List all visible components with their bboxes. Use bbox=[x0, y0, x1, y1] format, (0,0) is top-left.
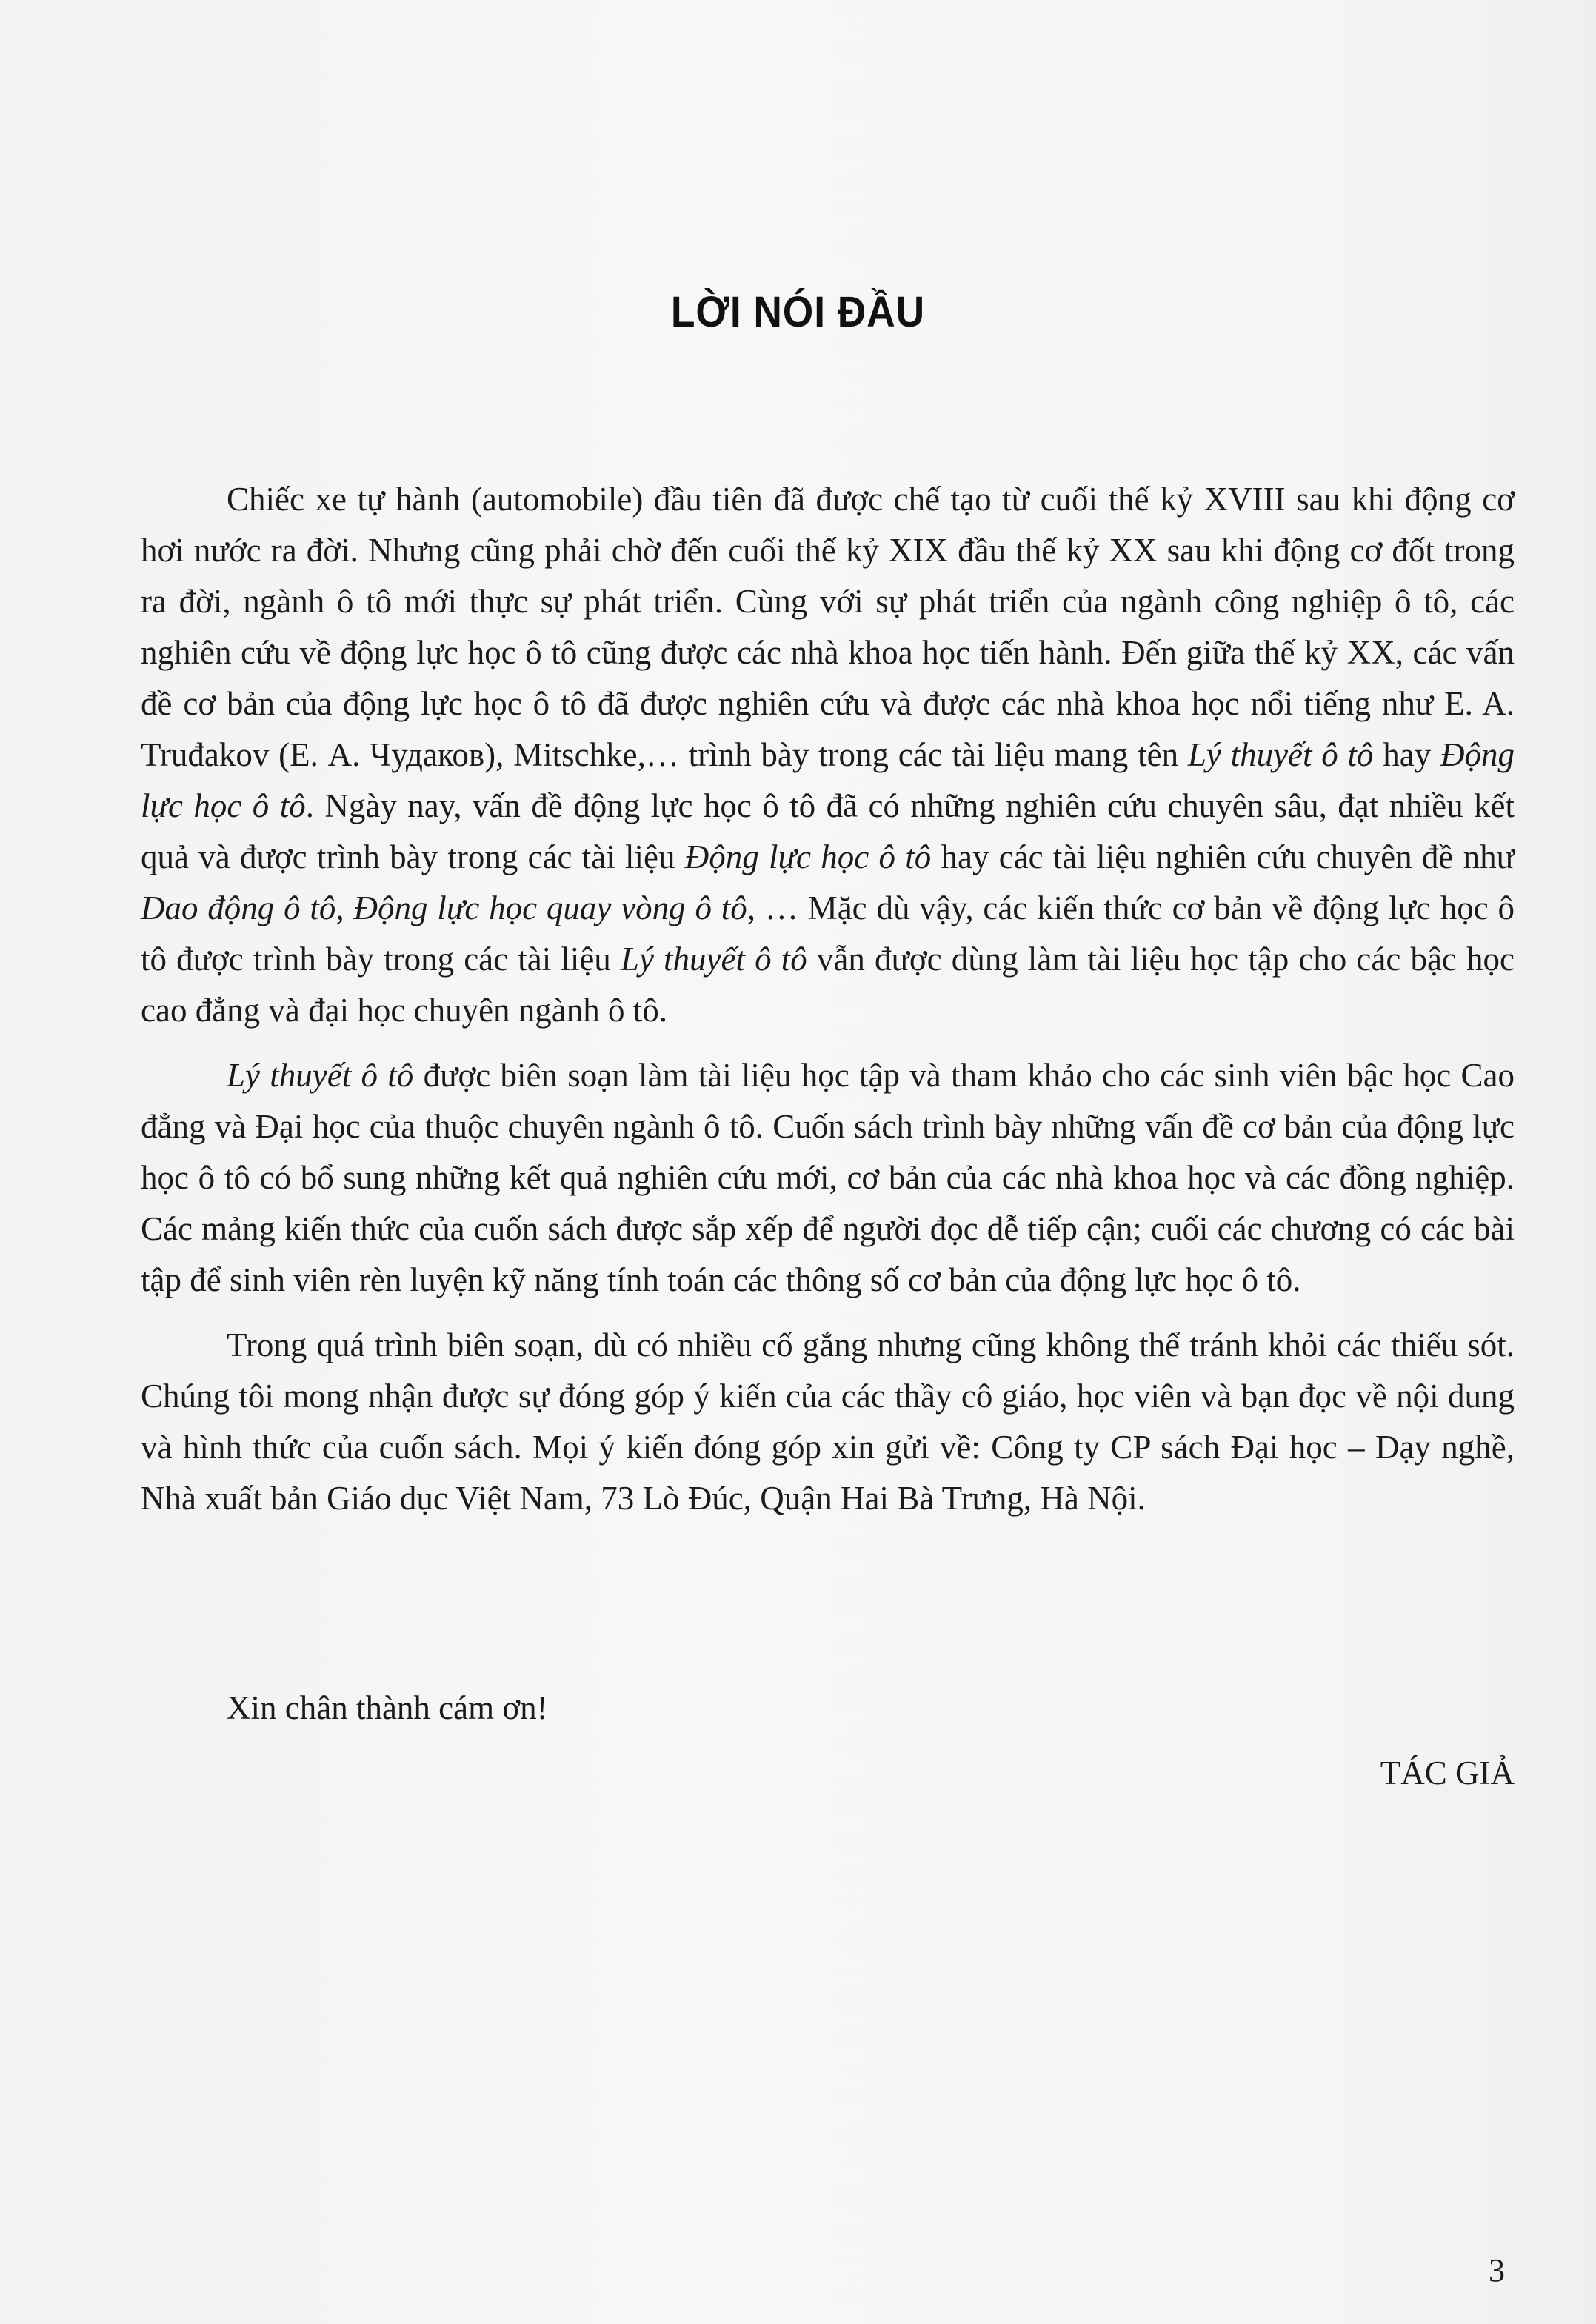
book-title-dao-dong-o-to: Dao động ô tô, Động lực học quay vòng ô tô, bbox=[141, 889, 756, 926]
thanks-line: Xin chân thành cám ơn! bbox=[227, 1689, 548, 1726]
paragraph-3: Trong quá trình biên soạn, dù có nhiều cố gắng nhưng cũng không thể tránh khỏi các thiếu sót. Chúng tôi mong nhận được sự đóng góp ý kiến của các thầy cô giáo, học viên và bạn đọc về nội dung và hình thức của cuốn sách. Mọi ý kiến đóng góp xin gửi về: Công ty CP sách Đại học – Dạy nghề, Nhà xuất bản Giáo dục Việt Nam, 73 Lò Đúc, Quận Hai Bà Trưng, Hà Nội. bbox=[141, 1326, 1515, 1517]
page-number: 3 bbox=[1489, 2252, 1505, 2288]
book-title-ly-thuyet-o-to-3: Lý thuyết ô tô bbox=[227, 1057, 414, 1094]
paragraph-2-text-1: được biên soạn làm tài liệu học tập và tham khảo cho các sinh viên bậc học Cao đẳng và Đại học của thuộc chuyên ngành ô tô. Cuốn sách trình bày những vấn đề cơ bản của động lực học ô tô có bổ sung những kết quả nghiên cứu mới, cơ bản của các nhà khoa học và các đồng nghiệp. Các mảng kiến thức của cuốn sách được sắp xếp để người đọc dễ tiếp cận; cuối các chương có các bài tập để sinh viên rèn luyện kỹ năng tính toán các thông số cơ bản của động lực học ô tô. bbox=[141, 1057, 1515, 1298]
book-title-dong-luc-hoc-o-to-2: Động lực học ô tô bbox=[684, 838, 932, 875]
paragraph-1-text-3: . Ngày nay, vấn đề động lực học ô tô đã có những nghiên cứu chuyên sâu, đạt nhiều kết quả và được trình bày trong các tài liệu bbox=[141, 787, 1515, 875]
paragraph-1-text-5: … Mặc dù vậy, các kiến thức cơ bản về động lực học ô tô được trình bày trong các tài liệu bbox=[141, 889, 1515, 978]
book-title-ly-thuyet-o-to: Lý thuyết ô tô bbox=[1187, 736, 1374, 773]
book-title-dong-luc-hoc-o-to: Động lực học ô tô bbox=[141, 736, 1515, 824]
author-signature: TÁC GIẢ bbox=[1380, 1754, 1515, 1792]
paragraph-1 bbox=[141, 474, 1515, 1036]
page-title: LỜI NÓI ĐẦU bbox=[670, 288, 926, 336]
paragraph-1-text-2: hay bbox=[1373, 736, 1440, 773]
preface-body bbox=[141, 474, 1515, 1538]
paragraph-1-text-6: vẫn được dùng làm tài liệu học tập cho các bậc học cao đẳng và đại học chuyên ngành ô tô. bbox=[141, 941, 1515, 1029]
paragraph-2 bbox=[141, 1050, 1515, 1306]
paragraph-1-text-4: hay các tài liệu nghiên cứu chuyên đề như bbox=[931, 838, 1515, 875]
book-title-ly-thuyet-o-to-2: Lý thuyết ô tô bbox=[620, 941, 807, 978]
paragraph-1-text-1: Chiếc xe tự hành (automobile) đầu tiên đã được chế tạo từ cuối thế kỷ XVIII sau khi động cơ hơi nước ra đời. Nhưng cũng phải chờ đến cuối thế kỷ XIX đầu thế kỷ XX sau khi động cơ đốt trong ra đời, ngành ô tô mới thực sự phát triển. Cùng với sự phát triển của ngành công nghiệp ô tô, các nghiên cứu về động lực học ô tô cũng được các nhà khoa học tiến hành. Đến giữa thế kỷ XX, các vấn đề cơ bản của động lực học ô tô đã được nghiên cứu và được các nhà khoa học nổi tiếng như E. A. Truđakov (Е. А. Чудаков), Mitschke,… trình bày trong các tài liệu mang tên bbox=[141, 481, 1515, 773]
